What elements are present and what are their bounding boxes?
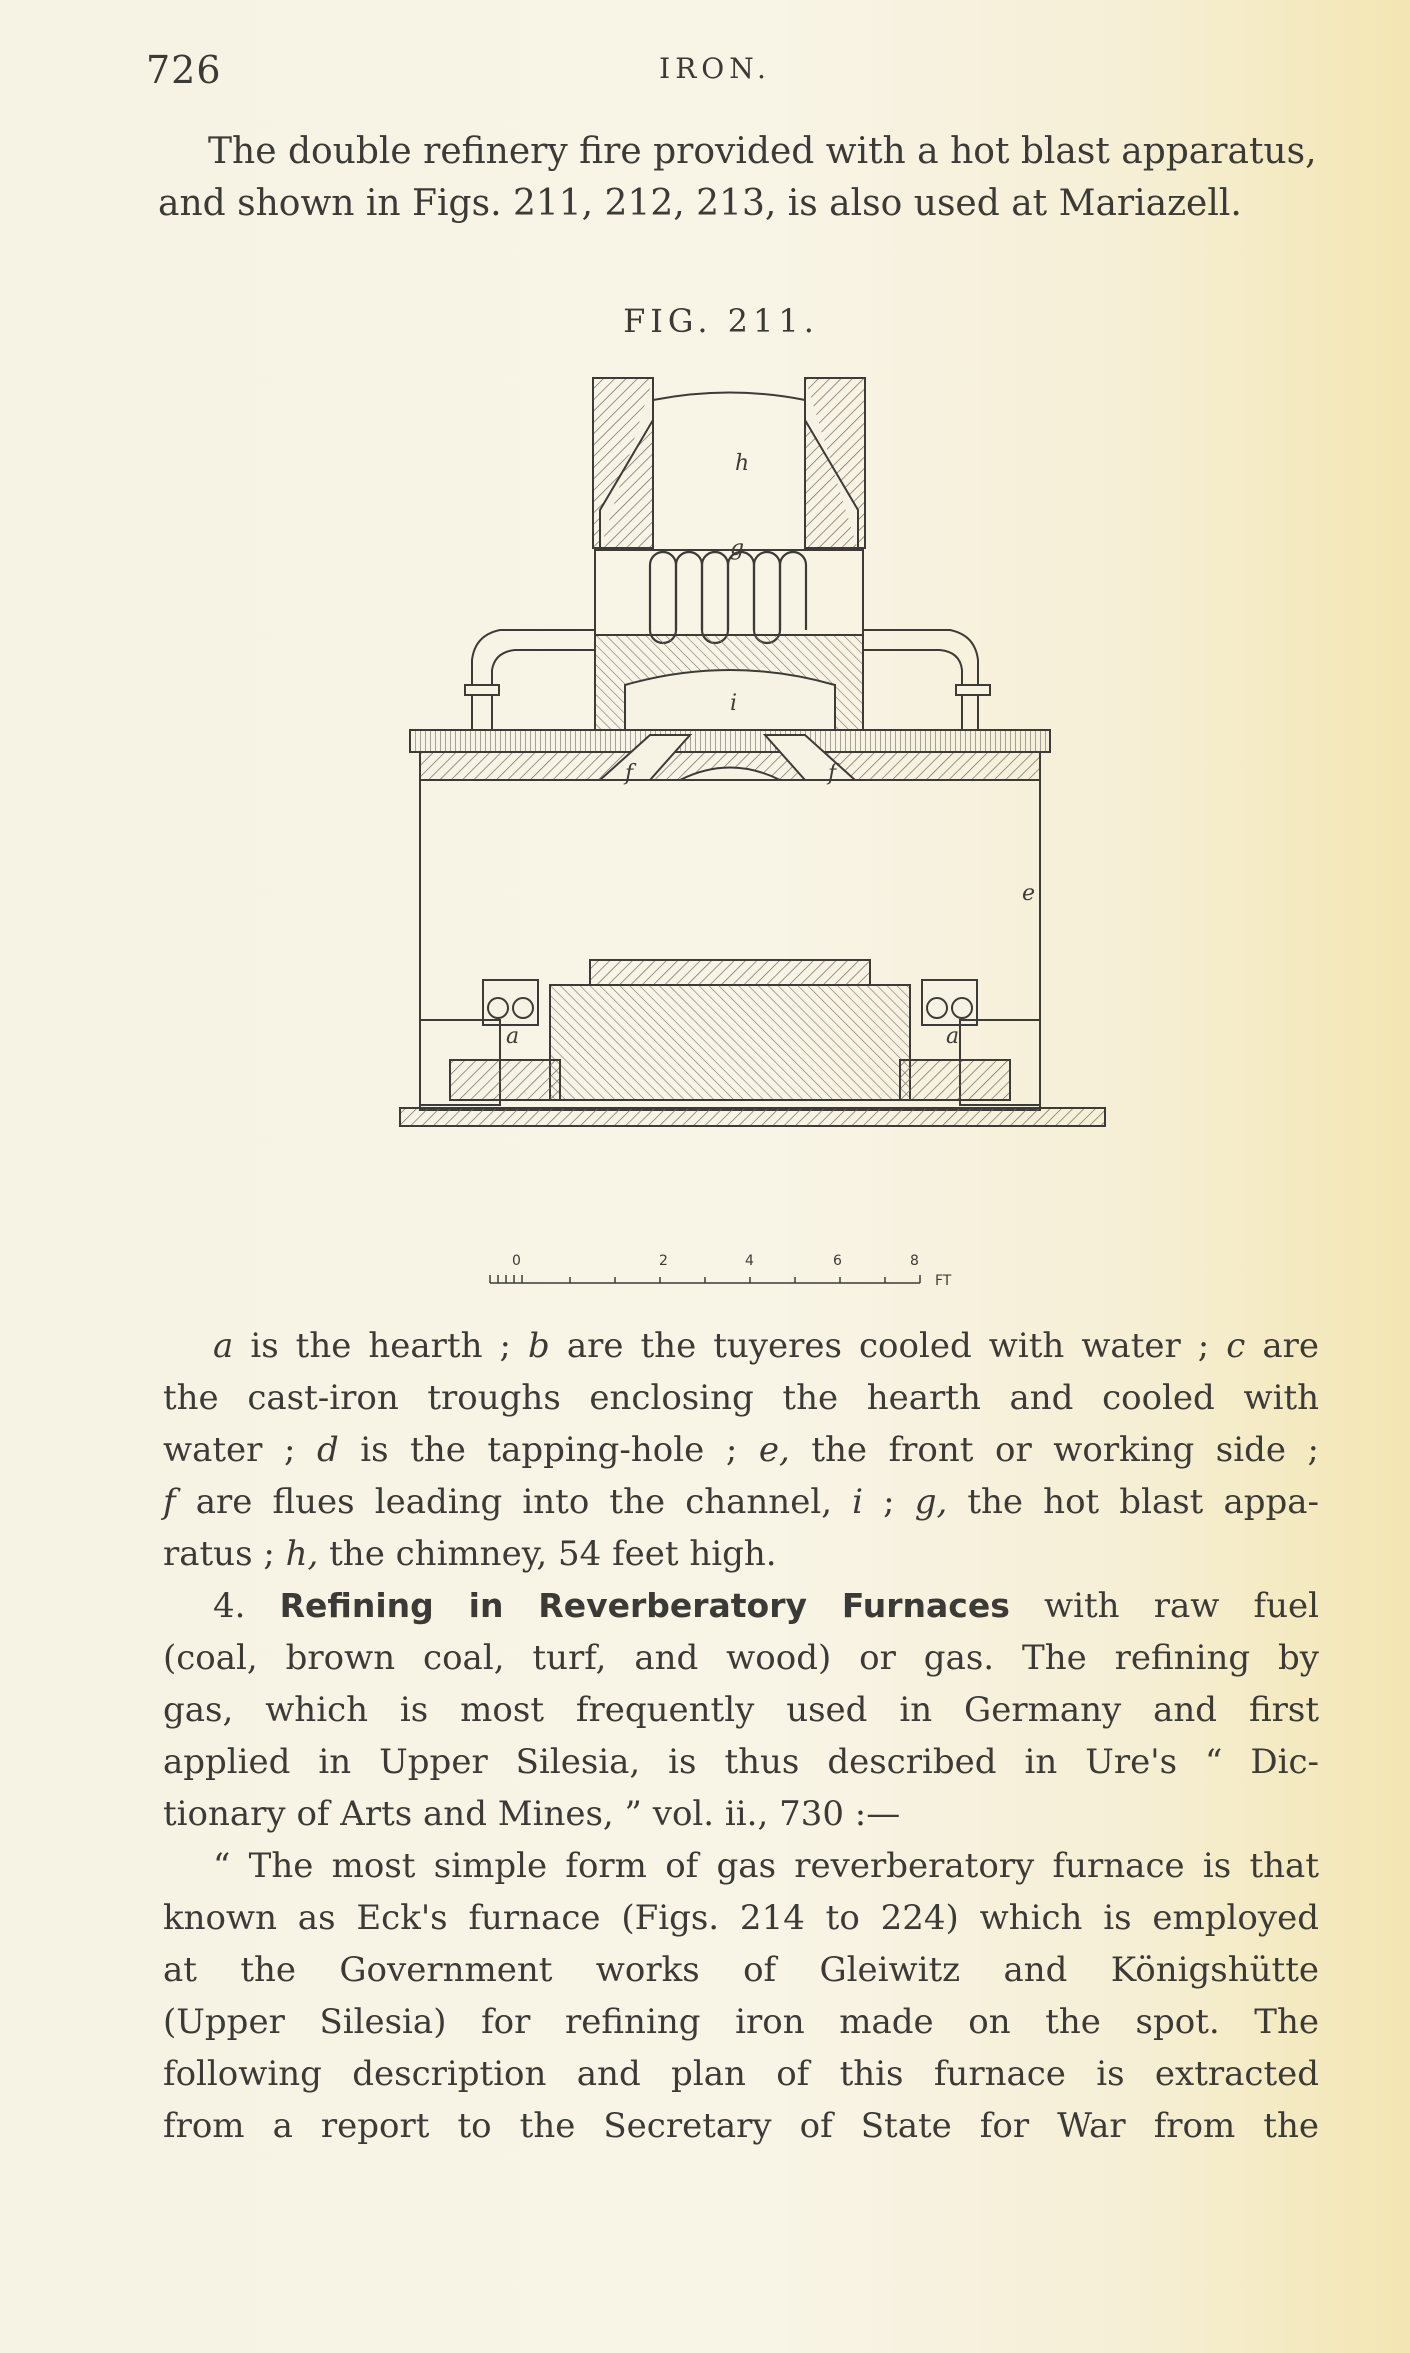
section-4-line-1: 4. Refining in Reverberatory Furnaces with raw fuel <box>213 1586 1320 1626</box>
legend-line-5: ratus ; h, the chimney, 54 feet high. <box>163 1534 777 1574</box>
running-head: IRON. <box>659 52 771 85</box>
section-4-line-5: tionary of Arts and Mines, ” vol. ii., 730 :— <box>163 1794 901 1834</box>
trough-right <box>922 980 977 1025</box>
top-slab <box>410 730 1050 752</box>
blast-pipe-right <box>863 630 978 730</box>
trough-left <box>483 980 538 1025</box>
quote-paragraph <box>163 1840 1319 2152</box>
label-e: e <box>1022 881 1036 906</box>
quote-line-6: from a report to the Secretary of State for War from the <box>163 2106 1319 2146</box>
section-4-paragraph <box>163 1580 1319 1840</box>
section-4-line-4: applied in Upper Silesia, is thus described in Ure's “ Dic- <box>163 1742 1319 1782</box>
legend-line-1: a is the hearth ; b are the tuyeres cooled with water ; c are <box>213 1326 1319 1366</box>
hearth-center <box>550 985 910 1100</box>
figure-legend <box>163 1320 1319 1580</box>
scale-tick-8: 8 <box>910 1253 919 1269</box>
scale-tick-2: 2 <box>659 1253 668 1269</box>
legend-line-4: f are flues leading into the channel, i ; g, the hot blast appa- <box>163 1482 1319 1522</box>
label-a-left: a <box>506 1024 520 1049</box>
quote-line-5: following description and plan of this furnace is extracted <box>163 2054 1319 2094</box>
base-slab <box>400 1108 1105 1126</box>
label-a-right: a <box>946 1024 960 1049</box>
scale-tick-6: 6 <box>833 1253 842 1269</box>
legend-line-2: the cast-iron troughs enclosing the hearth and cooled with <box>163 1378 1319 1418</box>
label-f-left: f <box>625 761 634 786</box>
hot-blast-apparatus <box>650 552 806 643</box>
scale-tick-0: 0 <box>512 1253 521 1269</box>
quote-line-3: at the Government works of Gleiwitz and Königshütte <box>163 1950 1319 1990</box>
intro-paragraph <box>158 126 1318 230</box>
label-i: i <box>730 691 738 716</box>
section-4-line-3: gas, which is most frequently used in Germany and first <box>163 1690 1319 1730</box>
label-g: g <box>730 536 745 561</box>
body-text <box>163 1320 1319 2152</box>
furnace-section-figure <box>350 360 1130 1320</box>
intro-line-2: and shown in Figs. 211, 212, 213, is also used at Mariazell. <box>158 183 1242 224</box>
quote-line-4: (Upper Silesia) for refining iron made on the spot. The <box>163 2002 1319 2042</box>
scale-unit: FT <box>935 1273 952 1289</box>
legend-line-3: water ; d is the tapping-hole ; e, the front or working side ; <box>163 1430 1320 1470</box>
section-4-title: Refining in Reverberatory Furnaces <box>279 1586 1010 1625</box>
quote-line-2: known as Eck's furnace (Figs. 214 to 224) which is employed <box>163 1898 1319 1938</box>
section-4-line-2: (coal, brown coal, turf, and wood) or gas. The refining by <box>163 1638 1319 1678</box>
figure-caption: FIG. 211. <box>623 302 819 340</box>
scale-tick-4: 4 <box>745 1253 754 1269</box>
label-h: h <box>735 451 750 476</box>
intro-line-1: The double refinery fire provided with a hot blast apparatus, <box>208 131 1317 172</box>
page-number: 726 <box>146 48 222 92</box>
label-f-right: f <box>828 761 837 786</box>
scale-bar <box>480 1245 1080 1305</box>
quote-line-1: “ The most simple form of gas reverberatory furnace is that <box>213 1846 1319 1886</box>
blast-pipe-left <box>472 630 595 730</box>
